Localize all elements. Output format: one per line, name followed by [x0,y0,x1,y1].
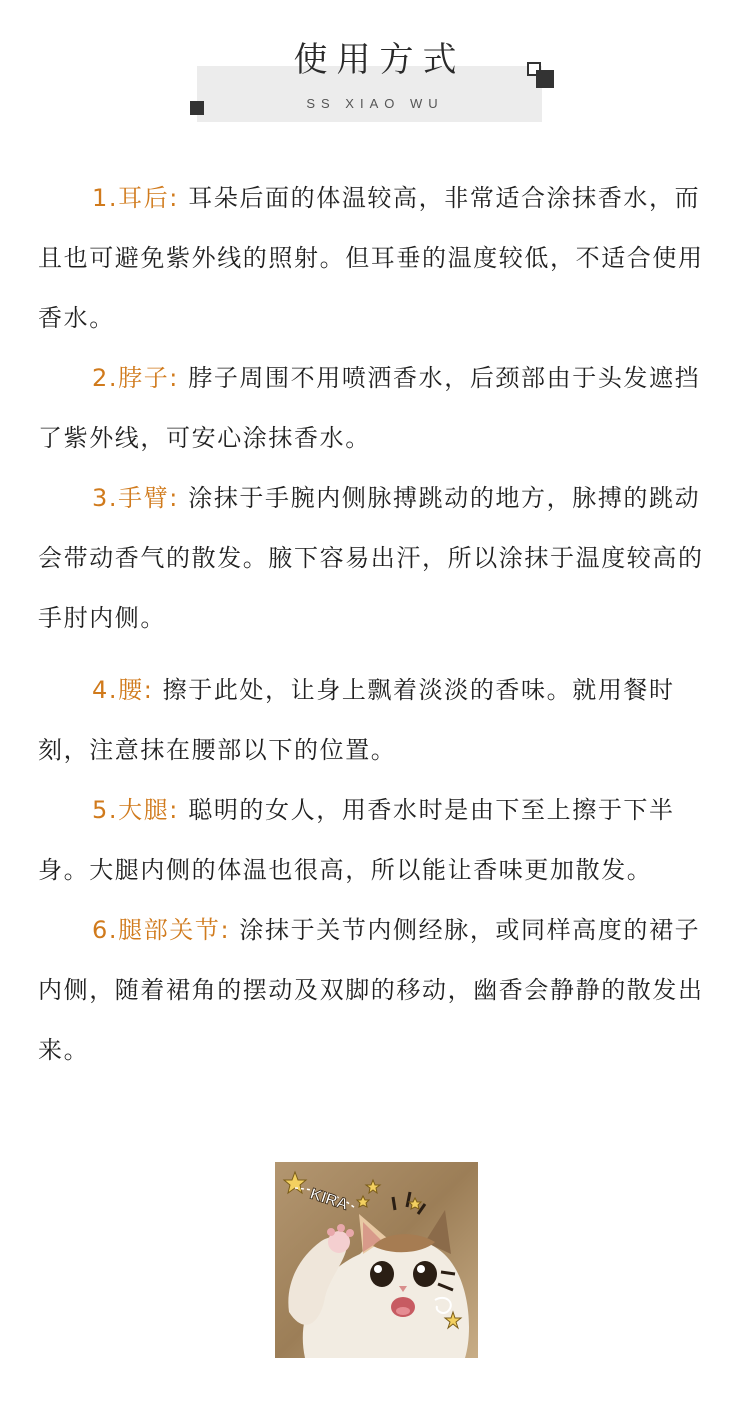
section-label: 6.腿部关节: [92,916,231,944]
section-text: 涂抹于手腕内侧脉搏跳动的地方，脉搏的跳动会带动香气的散发。腋下容易出汗，所以涂抹于温度较高的手肘内侧。 [38,484,704,632]
section-neck [38,348,714,468]
section-text: 擦于此处，让身上飘着淡淡的香味。就用餐时刻，注意抹在腰部以下的位置。 [38,676,675,764]
sticker-kira-text: KIRA [307,1185,351,1214]
section-waist [38,660,714,780]
section-arm [38,468,714,648]
page-subtitle: SS XIAO WU [306,96,444,111]
section-label: 5.大腿: [92,796,179,824]
section-label: 4.腰: [92,676,154,704]
section-label: 1.耳后: [92,184,179,212]
section-leg-joint [38,900,714,1080]
section-ear [38,168,714,348]
cat-sticker-image [275,1162,478,1358]
page-title: 使用方式 [293,40,466,80]
section-text: 脖子周围不用喷洒香水，后颈部由于头发遮挡了紫外线，可安心涂抹香水。 [38,364,701,452]
cat-illustration [275,1162,478,1358]
section-text: 涂抹于关节内侧经脉，或同样高度的裙子内侧，随着裙角的摆动及双脚的移动，幽香会静静的散发出来。 [38,916,704,1064]
section-label: 3.手臂: [92,484,179,512]
section-text: 耳朵后面的体温较高，非常适合涂抹香水，而且也可避免紫外线的照射。但耳垂的温度较低，不适合使用香水。 [38,184,704,332]
section-label: 2.脖子: [92,364,179,392]
section-text: 聪明的女人，用香水时是由下至上擦于下半身。大腿内侧的体温也很高，所以能让香味更加散发。 [38,796,675,884]
usage-sections [38,168,714,1080]
section-thigh [38,780,714,900]
